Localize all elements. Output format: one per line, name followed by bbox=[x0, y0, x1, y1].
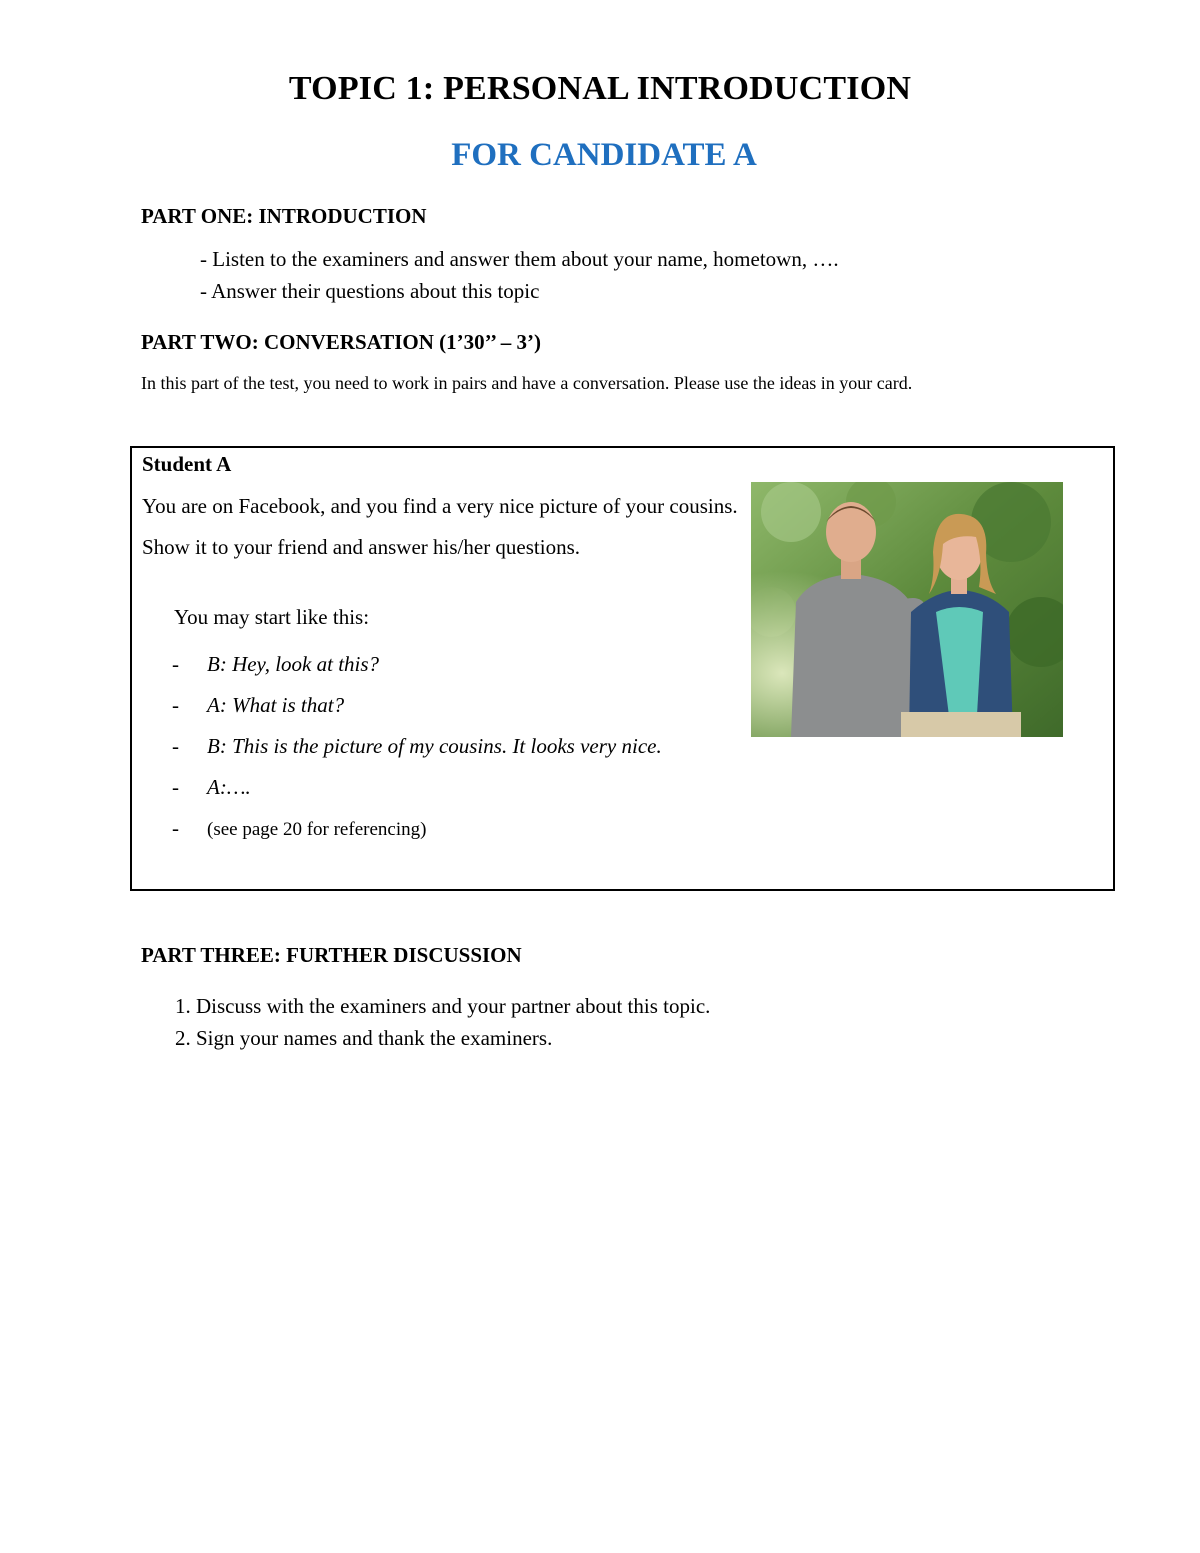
part-one-item: - Listen to the examiners and answer them about your name, hometown, …. bbox=[200, 247, 839, 271]
page-title: TOPIC 1: PERSONAL INTRODUCTION bbox=[288, 70, 912, 107]
part-one-item: - Answer their questions about this topic bbox=[200, 279, 540, 303]
dialogue-line: - (see page 20 for referencing) bbox=[172, 816, 427, 840]
part-three-item: 1. Discuss with the examiners and your partner about this topic. bbox=[175, 994, 711, 1018]
dialogue-line: - B: Hey, look at this? bbox=[172, 652, 380, 676]
student-card bbox=[130, 446, 1115, 891]
part-two-heading: PART TWO: CONVERSATION (1’30’’ – 3’) bbox=[141, 330, 542, 354]
part-two-instruction: In this part of the test, you need to work in pairs and have a conversation. Please use the ideas in your card. bbox=[141, 373, 913, 393]
cousins-photo bbox=[751, 482, 1063, 737]
page-subtitle: FOR CANDIDATE A bbox=[451, 137, 757, 173]
card-title: Student A bbox=[142, 452, 232, 476]
dialogue-line: - A: What is that? bbox=[172, 693, 345, 717]
start-label: You may start like this: bbox=[174, 605, 370, 629]
dialogue-line: - B: This is the picture of my cousins. It looks very nice. bbox=[172, 734, 662, 758]
card-text: You are on Facebook, and you find a very nice picture of your cousins. Show it to your friend and answer his/her questions. bbox=[142, 494, 738, 559]
part-three-heading: PART THREE: FURTHER DISCUSSION bbox=[141, 943, 522, 967]
part-three-item: 2. Sign your names and thank the examiners. bbox=[175, 1026, 553, 1050]
dialogue-line: - A:…. bbox=[172, 775, 251, 799]
part-one-heading: PART ONE: INTRODUCTION bbox=[141, 204, 427, 228]
